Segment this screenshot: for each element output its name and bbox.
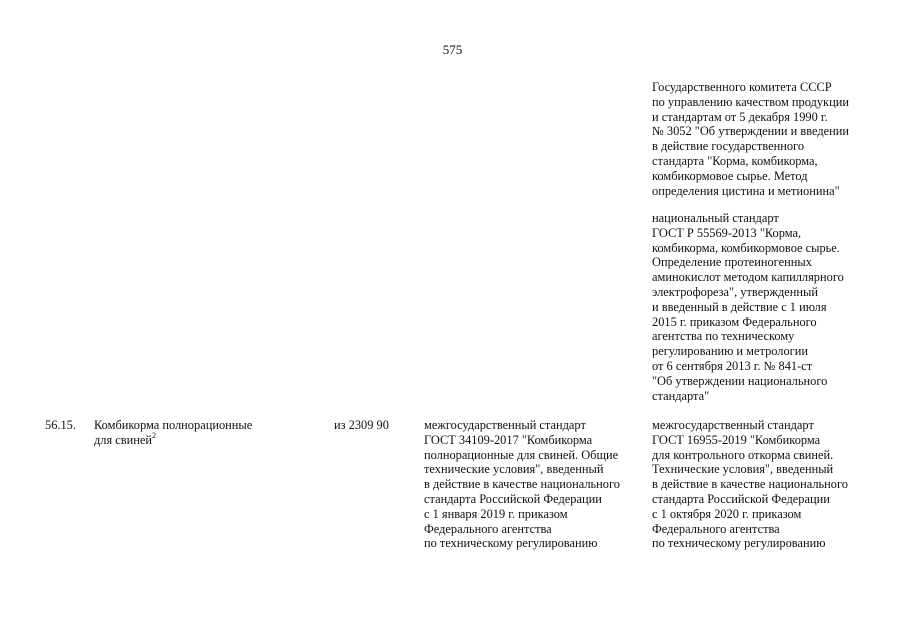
standard-methods: межгосударственный стандарт ГОСТ 16955-2019 "Комбикорма для контрольного откорма свиней. Технические условия", введенный в действие в качестве национального стандарта Российской Федерации с 1 октября 2020 г. приказом Федерального агентства по техническому регулированию xyxy=(652,418,848,551)
standard-requirements: межгосударственный стандарт ГОСТ 34109-2017 "Комбикорма полнорационные для свиней. Общие технические условия", введенный в действие в качестве национального стандарта Российской Федерации с 1 января 2019 г. приказом Федерального агентства по техническому регулированию xyxy=(424,418,620,551)
standard-reference-national: национальный стандарт ГОСТ Р 55569-2013 "Корма, комбикорма, комбикормовое сырье. Определение протеиногенных аминокислот методом капиллярного электрофореза", утвержденный и введенный в действие с 1 июля 2015 г. приказом Федерального агентства по техническому регулированию и метрологии от 6 сентября 2013 г. № 841-ст "Об утверждении национального стандарта" xyxy=(652,211,844,403)
footnote-marker: 2 xyxy=(152,430,157,440)
product-name xyxy=(94,418,324,448)
tnved-code: из 2309 90 xyxy=(334,418,389,432)
product-name-text: Комбикорма полнорационные для свиней xyxy=(94,418,253,447)
standard-reference-continuation: Государственного комитета СССР по управлению качеством продукции и стандартам от 5 декабря 1990 г. № 3052 "Об утверждении и введении в действие государственного стандарта "Корма, комбикорма, комбикормовое сырье. Метод определения цистина и метионина" xyxy=(652,80,850,198)
row-number: 56.15. xyxy=(45,418,76,432)
page-number: 575 xyxy=(442,42,463,57)
